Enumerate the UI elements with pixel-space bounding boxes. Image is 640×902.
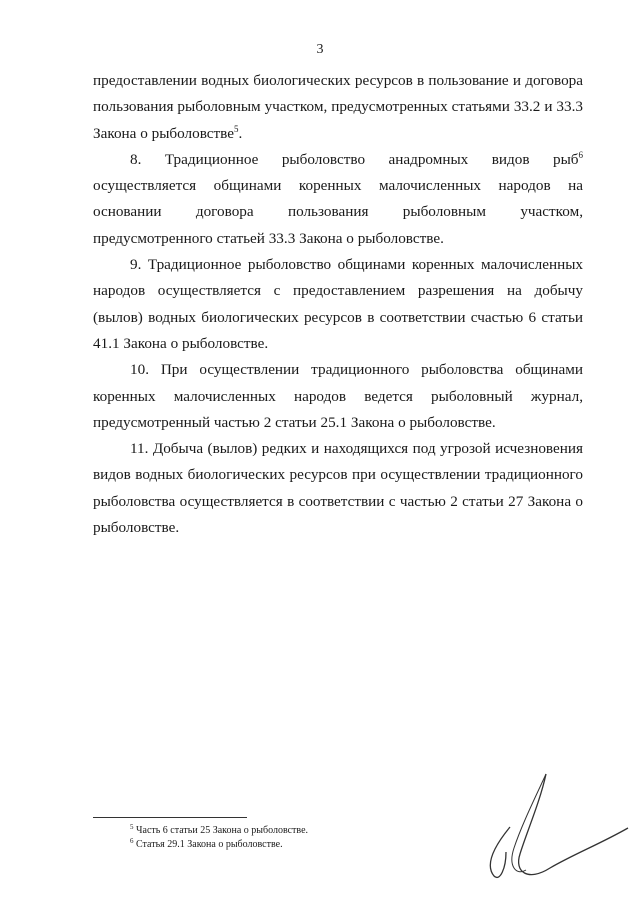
paragraph-text-end: осуществляется общинами коренных малочисленных народов на основании договора пользования рыболовным участком, предусмотренного статьей 33.3 Закона о рыболовстве. [93, 177, 583, 247]
paragraph-text: 8. Традиционное рыболовство анадромных видов рыб [130, 150, 579, 168]
footnote-text: Статья 29.1 Закона о рыболовстве. [136, 839, 283, 850]
paragraph-item-9: 9. Традиционное рыболовство общинами коренных малочисленных народов осуществляется с предоставлением разрешения на добычу (вылов) водных биологических ресурсов в соответствии счастью 6 статьи 41.1 Закона о рыболовстве. [93, 256, 583, 352]
page-number: 3 [316, 42, 324, 57]
paragraph-item-11: 11. Добыча (вылов) редких и находящихся под угрозой исчезновения видов водных биологических ресурсов при осуществлении традиционного рыболовства осуществляется в соответствии с частью 2 статьи 27 Закона о рыболовстве. [93, 440, 583, 537]
footnotes [130, 824, 308, 852]
paragraph-item-10: 10. При осуществлении традиционного рыболовства общинами коренных малочисленных народов ведется рыболовный журнал, предусмотренный частью 2 статьи 25.1 Закона о рыболовстве. [93, 361, 583, 431]
document-body [93, 68, 583, 541]
paragraph-text: предоставлении водных биологических ресурсов в пользование и договора пользования рыболовным участком, предусмотренных статьями 33.2 и 33.3 Закона о рыболовстве [93, 72, 583, 142]
footnote-ref: 5 [233, 123, 239, 134]
paragraph-text-end: . [238, 124, 243, 142]
footnote-mark: 6 [130, 837, 134, 845]
footnote-ref: 6 [578, 149, 583, 160]
paragraph-continuation [93, 68, 583, 147]
footnote [130, 824, 308, 838]
footnote-text: Часть 6 статьи 25 Закона о рыболовстве. [136, 825, 309, 836]
footnote-mark: 5 [130, 823, 134, 831]
signature [470, 772, 630, 882]
paragraph-item-8 [93, 147, 583, 252]
footnote-divider [93, 817, 247, 818]
footnote [130, 838, 308, 852]
